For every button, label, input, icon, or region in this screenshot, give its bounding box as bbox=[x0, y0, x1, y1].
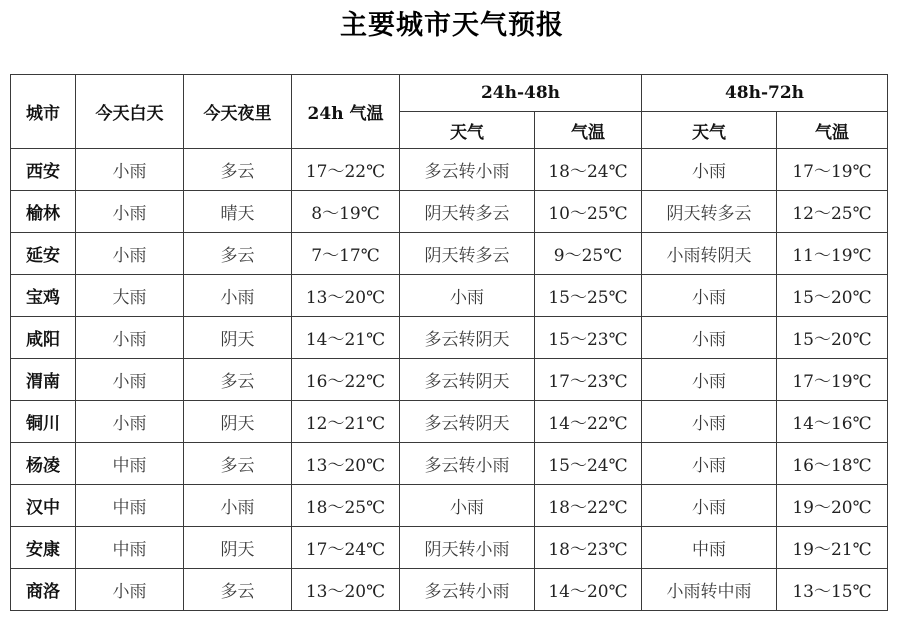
city-cell: 铜川 bbox=[11, 401, 76, 443]
today-night-cell: 阴天 bbox=[184, 401, 292, 443]
table-row bbox=[11, 191, 888, 233]
temp-24h-cell: 17～24℃ bbox=[292, 527, 400, 569]
table-row bbox=[11, 443, 888, 485]
forecast-table bbox=[10, 74, 888, 611]
temp-48h-cell: 17～23℃ bbox=[535, 359, 642, 401]
weather-72h-cell: 小雨转阴天 bbox=[642, 233, 777, 275]
weather-72h-cell: 小雨 bbox=[642, 443, 777, 485]
weather-48h-cell: 多云转阴天 bbox=[400, 359, 535, 401]
weather-48h-cell: 多云转小雨 bbox=[400, 569, 535, 611]
temp-48h-cell: 18～24℃ bbox=[535, 149, 642, 191]
today-night-cell: 小雨 bbox=[184, 275, 292, 317]
weather-48h-cell: 多云转小雨 bbox=[400, 443, 535, 485]
weather-48h-cell: 小雨 bbox=[400, 275, 535, 317]
header-row-top bbox=[11, 75, 888, 112]
today-night-cell: 晴天 bbox=[184, 191, 292, 233]
weather-72h-cell: 小雨 bbox=[642, 401, 777, 443]
city-cell: 宝鸡 bbox=[11, 275, 76, 317]
temp-24h-cell: 18～25℃ bbox=[292, 485, 400, 527]
today-day-cell: 小雨 bbox=[76, 359, 184, 401]
weather-72h-cell: 小雨 bbox=[642, 149, 777, 191]
weather-48h-cell: 多云转阴天 bbox=[400, 317, 535, 359]
city-cell: 榆林 bbox=[11, 191, 76, 233]
table-row bbox=[11, 149, 888, 191]
today-day-cell: 中雨 bbox=[76, 485, 184, 527]
today-day-cell: 小雨 bbox=[76, 149, 184, 191]
weather-72h-cell: 中雨 bbox=[642, 527, 777, 569]
today-day-cell: 小雨 bbox=[76, 233, 184, 275]
table-row bbox=[11, 401, 888, 443]
temp-24h-cell: 13～20℃ bbox=[292, 443, 400, 485]
header-weather-48: 天气 bbox=[400, 112, 535, 149]
today-night-cell: 多云 bbox=[184, 443, 292, 485]
weather-72h-cell: 小雨 bbox=[642, 275, 777, 317]
today-day-cell: 小雨 bbox=[76, 401, 184, 443]
city-cell: 汉中 bbox=[11, 485, 76, 527]
temp-72h-cell: 14～16℃ bbox=[777, 401, 888, 443]
temp-48h-cell: 15～23℃ bbox=[535, 317, 642, 359]
table-row bbox=[11, 275, 888, 317]
weather-48h-cell: 阴天转小雨 bbox=[400, 527, 535, 569]
header-temp-48: 气温 bbox=[535, 112, 642, 149]
weather-48h-cell: 阴天转多云 bbox=[400, 191, 535, 233]
temp-72h-cell: 16～18℃ bbox=[777, 443, 888, 485]
temp-24h-cell: 8～19℃ bbox=[292, 191, 400, 233]
temp-24h-cell: 17～22℃ bbox=[292, 149, 400, 191]
temp-48h-cell: 18～23℃ bbox=[535, 527, 642, 569]
temp-72h-cell: 15～20℃ bbox=[777, 275, 888, 317]
today-night-cell: 多云 bbox=[184, 359, 292, 401]
temp-72h-cell: 17～19℃ bbox=[777, 149, 888, 191]
temp-48h-cell: 9～25℃ bbox=[535, 233, 642, 275]
temp-48h-cell: 14～22℃ bbox=[535, 401, 642, 443]
header-temp-72: 气温 bbox=[777, 112, 888, 149]
today-day-cell: 小雨 bbox=[76, 191, 184, 233]
today-day-cell: 中雨 bbox=[76, 443, 184, 485]
city-cell: 渭南 bbox=[11, 359, 76, 401]
table-row bbox=[11, 527, 888, 569]
today-night-cell: 阴天 bbox=[184, 527, 292, 569]
today-day-cell: 小雨 bbox=[76, 317, 184, 359]
weather-72h-cell: 小雨 bbox=[642, 317, 777, 359]
header-temp-24h: 24h 气温 bbox=[292, 75, 400, 149]
temp-72h-cell: 17～19℃ bbox=[777, 359, 888, 401]
temp-24h-cell: 7～17℃ bbox=[292, 233, 400, 275]
table-body bbox=[11, 149, 888, 611]
temp-72h-cell: 13～15℃ bbox=[777, 569, 888, 611]
city-cell: 安康 bbox=[11, 527, 76, 569]
weather-48h-cell: 多云转阴天 bbox=[400, 401, 535, 443]
weather-72h-cell: 小雨转中雨 bbox=[642, 569, 777, 611]
page-title: 主要城市天气预报 bbox=[340, 10, 564, 41]
table-row bbox=[11, 359, 888, 401]
header-weather-72: 天气 bbox=[642, 112, 777, 149]
weather-48h-cell: 阴天转多云 bbox=[400, 233, 535, 275]
city-cell: 西安 bbox=[11, 149, 76, 191]
city-cell: 咸阳 bbox=[11, 317, 76, 359]
city-cell: 延安 bbox=[11, 233, 76, 275]
temp-48h-cell: 18～22℃ bbox=[535, 485, 642, 527]
city-cell: 杨凌 bbox=[11, 443, 76, 485]
today-night-cell: 多云 bbox=[184, 233, 292, 275]
header-today-day: 今天白天 bbox=[76, 75, 184, 149]
weather-48h-cell: 小雨 bbox=[400, 485, 535, 527]
weather-72h-cell: 阴天转多云 bbox=[642, 191, 777, 233]
table-row bbox=[11, 485, 888, 527]
today-night-cell: 多云 bbox=[184, 149, 292, 191]
weather-72h-cell: 小雨 bbox=[642, 485, 777, 527]
header-today-night: 今天夜里 bbox=[184, 75, 292, 149]
today-night-cell: 多云 bbox=[184, 569, 292, 611]
temp-72h-cell: 19～20℃ bbox=[777, 485, 888, 527]
weather-48h-cell: 多云转小雨 bbox=[400, 149, 535, 191]
table-row bbox=[11, 317, 888, 359]
header-period-24-48: 24h-48h bbox=[400, 75, 642, 112]
temp-48h-cell: 10～25℃ bbox=[535, 191, 642, 233]
temp-72h-cell: 11～19℃ bbox=[777, 233, 888, 275]
table-row bbox=[11, 233, 888, 275]
today-night-cell: 阴天 bbox=[184, 317, 292, 359]
temp-24h-cell: 13～20℃ bbox=[292, 275, 400, 317]
today-day-cell: 中雨 bbox=[76, 527, 184, 569]
header-period-48-72: 48h-72h bbox=[642, 75, 888, 112]
today-day-cell: 大雨 bbox=[76, 275, 184, 317]
temp-48h-cell: 15～24℃ bbox=[535, 443, 642, 485]
temp-72h-cell: 12～25℃ bbox=[777, 191, 888, 233]
header-city: 城市 bbox=[11, 75, 76, 149]
today-night-cell: 小雨 bbox=[184, 485, 292, 527]
city-cell: 商洛 bbox=[11, 569, 76, 611]
table-row bbox=[11, 569, 888, 611]
temp-24h-cell: 13～20℃ bbox=[292, 569, 400, 611]
temp-24h-cell: 16～22℃ bbox=[292, 359, 400, 401]
temp-24h-cell: 12～21℃ bbox=[292, 401, 400, 443]
temp-72h-cell: 19～21℃ bbox=[777, 527, 888, 569]
temp-72h-cell: 15～20℃ bbox=[777, 317, 888, 359]
today-day-cell: 小雨 bbox=[76, 569, 184, 611]
temp-48h-cell: 15～25℃ bbox=[535, 275, 642, 317]
weather-72h-cell: 小雨 bbox=[642, 359, 777, 401]
temp-48h-cell: 14～20℃ bbox=[535, 569, 642, 611]
temp-24h-cell: 14～21℃ bbox=[292, 317, 400, 359]
